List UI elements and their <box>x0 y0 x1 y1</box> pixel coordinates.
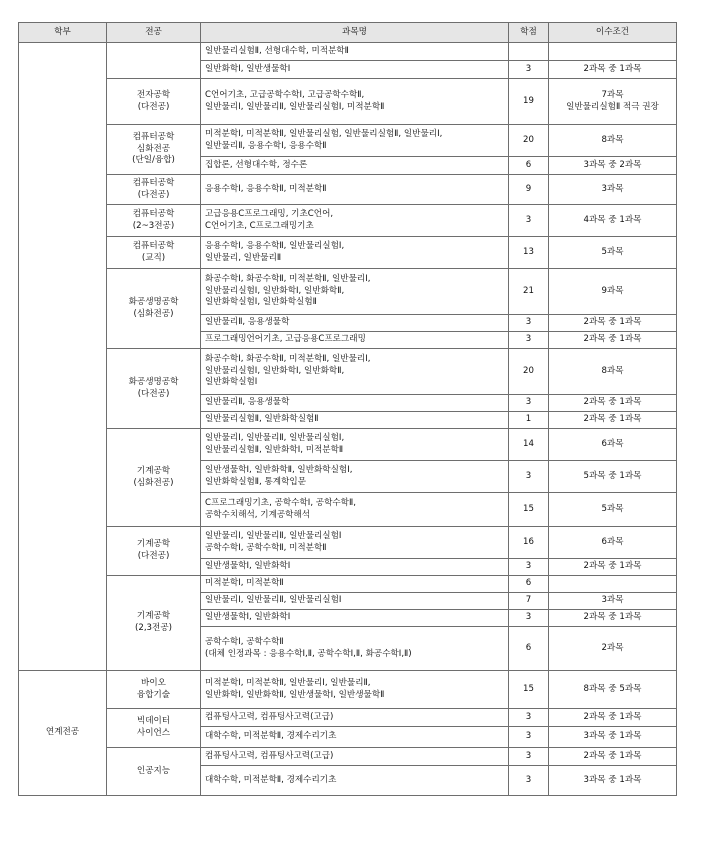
credits-cell: 3 <box>509 315 549 332</box>
courses-cell: 고급응용C프로그래밍, 기초C언어, C언어기초, C프로그래밍기초 <box>201 205 509 237</box>
condition-cell: 3과목 <box>549 175 677 205</box>
condition-cell: 6과목 <box>549 527 677 559</box>
major-cell: 기계공학 (2,3전공) <box>107 576 201 671</box>
credits-cell: 7 <box>509 593 549 610</box>
courses-cell: 일반생물학Ⅰ, 일반화학Ⅰ <box>201 610 509 627</box>
condition-cell: 2과목 중 1과목 <box>549 610 677 627</box>
credits-cell: 3 <box>509 205 549 237</box>
credits-cell: 6 <box>509 576 549 593</box>
courses-cell: 프로그래밍언어기초, 고급응용C프로그래밍 <box>201 332 509 349</box>
credits-cell: 3 <box>509 766 549 796</box>
credits-cell: 3 <box>509 61 549 79</box>
header-condition: 이수조건 <box>549 23 677 43</box>
credits-cell: 21 <box>509 269 549 315</box>
credits-cell: 6 <box>509 157 549 175</box>
courses-cell: 일반생물학Ⅰ, 일반화학Ⅱ, 일반화학실험Ⅰ, 일반화학실험Ⅱ, 통계학입문 <box>201 461 509 493</box>
major-cell: 컴퓨터공학 (2~3전공) <box>107 205 201 237</box>
condition-cell <box>549 43 677 61</box>
courses-cell: C언어기초, 고급공학수학Ⅰ, 고급공학수학Ⅱ, 일반물리Ⅰ, 일반물리Ⅱ, 일반물리실험Ⅰ, 미적분학Ⅱ <box>201 79 509 125</box>
major-cell: 기계공학 (심화전공) <box>107 429 201 527</box>
courses-cell: C프로그래밍기초, 공학수학Ⅰ, 공학수학Ⅱ, 공학수치해석, 기계공학해석 <box>201 493 509 527</box>
table-row <box>19 43 677 61</box>
credits-cell: 3 <box>509 610 549 627</box>
header-credits: 학점 <box>509 23 549 43</box>
courses-cell: 일반물리Ⅱ, 응용생물학 <box>201 395 509 412</box>
table-row <box>19 527 677 559</box>
table-row <box>19 748 677 766</box>
courses-cell: 일반물리Ⅰ, 일반물리Ⅱ, 일반물리실험Ⅰ 공학수학Ⅰ, 공학수학Ⅱ, 미적분학Ⅱ <box>201 527 509 559</box>
condition-cell: 5과목 <box>549 493 677 527</box>
condition-cell: 2과목 중 1과목 <box>549 748 677 766</box>
table-row <box>19 175 677 205</box>
courses-cell: 화공수학Ⅰ, 화공수학Ⅱ, 미적분학Ⅱ, 일반물리Ⅰ, 일반물리실험Ⅰ, 일반화학Ⅰ, 일반화학Ⅱ, 일반화학실험Ⅰ, 일반화학실험Ⅱ <box>201 269 509 315</box>
courses-cell: 일반물리Ⅰ, 일반물리Ⅱ, 일반물리실험Ⅰ, 일반물리실험Ⅱ, 일반화학Ⅰ, 미적분학Ⅱ <box>201 429 509 461</box>
condition-cell: 2과목 중 1과목 <box>549 395 677 412</box>
credits-cell: 15 <box>509 671 549 709</box>
condition-cell: 7과목 일반물리실험Ⅱ 적극 권장 <box>549 79 677 125</box>
condition-cell: 4과목 중 1과목 <box>549 205 677 237</box>
courses-cell: 일반물리Ⅱ, 응용생물학 <box>201 315 509 332</box>
courses-cell: 집합론, 선형대수학, 정수론 <box>201 157 509 175</box>
major-cell: 바이오 융합기술 <box>107 671 201 709</box>
courses-cell: 미적분학Ⅰ, 미적분학Ⅱ <box>201 576 509 593</box>
table-row <box>19 237 677 269</box>
major-cell: 빅데이터 사이언스 <box>107 709 201 748</box>
courses-cell: 화공수학Ⅰ, 화공수학Ⅱ, 미적분학Ⅱ, 일반물리Ⅰ, 일반물리실험Ⅰ, 일반화학Ⅰ, 일반화학Ⅱ, 일반화학실험Ⅰ <box>201 349 509 395</box>
courses-cell: 일반물리실험Ⅱ, 선형대수학, 미적분학Ⅱ <box>201 43 509 61</box>
table-row <box>19 349 677 395</box>
header-major: 전공 <box>107 23 201 43</box>
credits-cell: 9 <box>509 175 549 205</box>
course-table-container <box>18 22 677 796</box>
courses-cell: 컴퓨팅사고력, 컴퓨팅사고력(고급) <box>201 748 509 766</box>
courses-cell: 대학수학, 미적분학Ⅱ, 경제수리기초 <box>201 727 509 748</box>
condition-cell: 2과목 중 1과목 <box>549 61 677 79</box>
major-cell: 화공생명공학 (다전공) <box>107 349 201 429</box>
credits-cell: 3 <box>509 559 549 576</box>
credits-cell: 20 <box>509 125 549 157</box>
condition-cell: 2과목 중 1과목 <box>549 315 677 332</box>
credits-cell: 3 <box>509 709 549 727</box>
credits-cell: 3 <box>509 727 549 748</box>
credits-cell <box>509 43 549 61</box>
major-cell: 전자공학 (다전공) <box>107 79 201 125</box>
courses-cell: 공학수학Ⅰ, 공학수학Ⅱ (대체 인정과목 : 응용수학Ⅰ,Ⅱ, 공학수학Ⅰ,Ⅱ, 화공수학Ⅰ,Ⅱ) <box>201 627 509 671</box>
credits-cell: 3 <box>509 748 549 766</box>
major-cell: 화공생명공학 (심화전공) <box>107 269 201 349</box>
table-row <box>19 709 677 727</box>
major-cell: 컴퓨터공학 (다전공) <box>107 175 201 205</box>
credits-cell: 19 <box>509 79 549 125</box>
condition-cell: 2과목 중 1과목 <box>549 332 677 349</box>
faculty-cell-engineering <box>19 43 107 671</box>
condition-cell: 5과목 중 1과목 <box>549 461 677 493</box>
courses-cell: 일반물리Ⅰ, 일반물리Ⅱ, 일반물리실험Ⅰ <box>201 593 509 610</box>
condition-cell: 3과목 중 2과목 <box>549 157 677 175</box>
major-cell: 기계공학 (다전공) <box>107 527 201 576</box>
courses-cell: 미적분학Ⅰ, 미적분학Ⅱ, 일반물리실험, 일반물리실험Ⅱ, 일반물리Ⅰ, 일반물리Ⅱ, 응용수학Ⅰ, 응용수학Ⅱ <box>201 125 509 157</box>
condition-cell: 8과목 <box>549 125 677 157</box>
table-row <box>19 205 677 237</box>
condition-cell: 3과목 <box>549 593 677 610</box>
courses-cell: 일반화학Ⅰ, 일반생물학Ⅰ <box>201 61 509 79</box>
courses-cell: 일반물리실험Ⅱ, 일반화학실험Ⅱ <box>201 412 509 429</box>
credits-cell: 14 <box>509 429 549 461</box>
courses-cell: 대학수학, 미적분학Ⅱ, 경제수리기초 <box>201 766 509 796</box>
condition-cell: 5과목 <box>549 237 677 269</box>
courses-cell: 일반생물학Ⅰ, 일반화학Ⅰ <box>201 559 509 576</box>
condition-cell: 8과목 <box>549 349 677 395</box>
condition-cell: 3과목 중 1과목 <box>549 727 677 748</box>
major-cell-blank <box>107 43 201 79</box>
credits-cell: 3 <box>509 332 549 349</box>
courses-cell: 컴퓨팅사고력, 컴퓨팅사고력(고급) <box>201 709 509 727</box>
condition-cell: 8과목 중 5과목 <box>549 671 677 709</box>
header-courses: 과목명 <box>201 23 509 43</box>
table-row <box>19 576 677 593</box>
faculty-cell-linked: 연계전공 <box>19 671 107 796</box>
major-cell: 컴퓨터공학 심화전공 (단일/융합) <box>107 125 201 175</box>
header-row <box>19 23 677 43</box>
condition-cell: 2과목 중 1과목 <box>549 412 677 429</box>
credits-cell: 20 <box>509 349 549 395</box>
condition-cell: 3과목 중 1과목 <box>549 766 677 796</box>
table-row <box>19 671 677 709</box>
condition-cell: 2과목 <box>549 627 677 671</box>
table-row <box>19 125 677 157</box>
condition-cell: 9과목 <box>549 269 677 315</box>
courses-cell: 응용수학Ⅰ, 응용수학Ⅱ, 미적분학Ⅱ <box>201 175 509 205</box>
condition-cell: 2과목 중 1과목 <box>549 709 677 727</box>
courses-cell: 응용수학Ⅰ, 응용수학Ⅱ, 일반물리실험Ⅰ, 일반물리, 일반물리Ⅱ <box>201 237 509 269</box>
table-row <box>19 79 677 125</box>
condition-cell: 6과목 <box>549 429 677 461</box>
credits-cell: 6 <box>509 627 549 671</box>
header-faculty: 학부 <box>19 23 107 43</box>
condition-cell <box>549 576 677 593</box>
courses-cell: 미적분학Ⅰ, 미적분학Ⅱ, 일반물리Ⅰ, 일반물리Ⅱ, 일반화학Ⅰ, 일반화학Ⅱ, 일반생물학Ⅰ, 일반생물학Ⅱ <box>201 671 509 709</box>
table-row <box>19 269 677 315</box>
major-cell: 인공지능 <box>107 748 201 796</box>
credits-cell: 3 <box>509 395 549 412</box>
credits-cell: 3 <box>509 461 549 493</box>
table-row <box>19 429 677 461</box>
credits-cell: 13 <box>509 237 549 269</box>
condition-cell: 2과목 중 1과목 <box>549 559 677 576</box>
credits-cell: 15 <box>509 493 549 527</box>
credits-cell: 1 <box>509 412 549 429</box>
major-cell: 컴퓨터공학 (교직) <box>107 237 201 269</box>
course-requirements-table <box>18 22 677 796</box>
credits-cell: 16 <box>509 527 549 559</box>
